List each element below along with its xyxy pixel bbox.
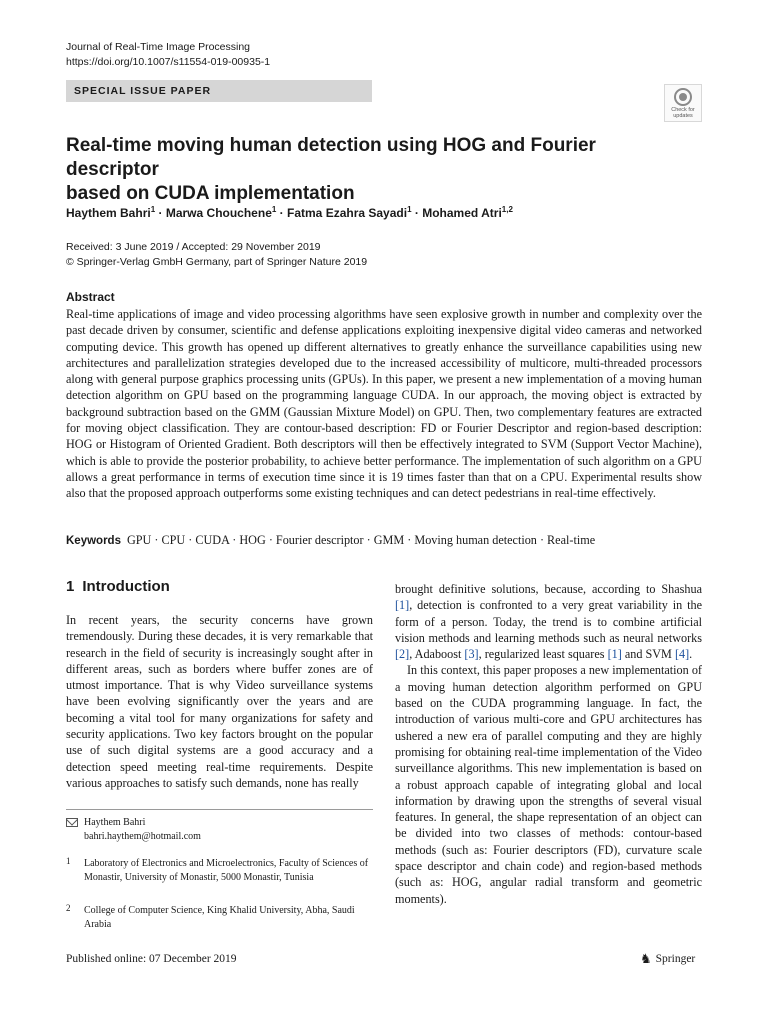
author-name[interactable]: Mohamed Atri <box>422 206 502 220</box>
affiliation-mark: 2 <box>66 903 71 913</box>
keywords <box>66 533 706 548</box>
title-line2: based on CUDA implementation <box>66 183 355 204</box>
author-separator: · <box>158 206 163 220</box>
author-affiliation: 1 <box>407 205 412 214</box>
footnote-divider <box>66 809 373 810</box>
citation-link[interactable]: [1] <box>395 598 410 613</box>
section-heading <box>66 578 170 595</box>
author-affiliation: 1 <box>150 205 156 214</box>
envelope-icon <box>66 818 78 827</box>
publication-dates <box>66 240 367 270</box>
section-title: Introduction <box>82 578 170 595</box>
publisher-name: Springer <box>655 953 696 965</box>
received-accepted: Received: 3 June 2019 / Accepted: 29 November 2019 <box>66 241 321 253</box>
contact-name: Haythem Bahri <box>84 817 146 828</box>
author-separator: · <box>279 206 284 220</box>
text-run: , detection is confronted to a very great variability in the form of a person. Today, the trend is to combine artificial vision methods and learning methods such as neural networks <box>395 598 702 645</box>
keywords-list: GPU · CPU · CUDA · HOG · Fourier descriptor · GMM · Moving human detection · Real-time <box>126 533 596 547</box>
text-run: and SVM <box>621 647 675 662</box>
check-updates-icon <box>674 88 692 106</box>
keywords-label: Keywords <box>66 535 121 547</box>
check-for-updates-badge[interactable] <box>664 84 702 122</box>
text-run: brought definitive solutions, because, according to Shashua <box>395 582 702 596</box>
badge-line1: Check for <box>671 107 695 113</box>
body-column-right <box>395 581 702 907</box>
citation-link[interactable]: [2] <box>395 647 410 662</box>
citation-link[interactable]: [3] <box>464 647 479 662</box>
intro-paragraph-1: In recent years, the security concerns have grown tremendously. During these decades, it is very remarkable that research in the field of security is increasingly sought after in different areas, such as borders where buffer zones are of utmost importance. That is why Video surveillance systems have been evolving significantly over the years and are becoming a vital tool for many organizations for safety and security applications. Two key factors brought on the popular use of such digital systems are a good accuracy and a detection speed meeting real-time requirements. Despite various approaches to satisfy such demands, none has really <box>66 613 373 790</box>
copyright-line: © Springer-Verlag GmbH Germany, part of Springer Nature 2019 <box>66 256 368 268</box>
abstract-heading: Abstract <box>66 290 115 304</box>
author-list <box>66 201 706 222</box>
corresponding-author <box>84 816 374 843</box>
section-number: 1 <box>66 578 75 595</box>
citation-link[interactable]: [4] <box>674 647 690 662</box>
author-name[interactable]: Marwa Chouchene <box>165 206 272 220</box>
intro-paragraph-2 <box>395 581 702 662</box>
journal-header <box>66 40 270 70</box>
author-name[interactable]: Fatma Ezahra Sayadi <box>287 206 408 220</box>
affiliation-1: Laboratory of Electronics and Microelectronics, Faculty of Sciences of Monastir, University of Monastir, 5000 Monastir, Tunisia <box>84 858 369 883</box>
affiliation-mark: 1 <box>66 856 71 866</box>
text-run: , regularized least squares <box>478 647 608 662</box>
author-affiliation: 1,2 <box>501 205 513 214</box>
springer-horse-icon: ♞ <box>640 951 652 966</box>
text-run: , Adaboost <box>409 647 465 662</box>
badge-line2: updates <box>673 113 693 119</box>
abstract-text: Real-time applications of image and video processing algorithms have seen explosive growth in number and complexity over the past decade driven by consumer, scientific and defense applications exploiting inexpensive digital video cameras and networked computing device. This growth has opened up different alternatives to greatly enhance the surveillance capabilities using new architectures and parallelization strategies developed due to the increased accessibility of multicore, multi-threaded processors along with general purpose graphics processing units (GPUs). In this paper, we present a new implementation of a moving human detection algorithm on GPU based on the programming language CUDA. In our approach, the moving object is extracted by background subtraction based on the GMM (Gaussian Mixture Model) on GPU. Then, two complementary features are extracted for moving object classification. They are contour-based description: FD or Fourier Descriptor and region-based description: HOG or Histogram of Oriented Gradient. Both descriptors will then be effectively integrated to SVM (Support Vector Machine), which is able to provide the posterior probability, to achieve better performance. The implementation of such algorithm on a GPU allows a great performance in terms of execution time since it is 19 times faster than that on a CPU. Experimental results show also that the proposed approach outperforms some existing techniques and can detect pedestrians in real-time effectively. <box>66 307 702 501</box>
doi-link[interactable]: https://doi.org/10.1007/s11554-019-00935-1 <box>66 56 271 68</box>
body-column-left <box>66 612 373 791</box>
intro-paragraph-3: In this context, this paper proposes a new implementation of a moving human detection algorithm performed on GPU based on the CUDA programming language. In fact, the introduction of various multi-core and GPU architectures has ushered a new era of parallel computing and they are highly promising for obtaining real-time implementation of the Video surveillance algorithms. This new implementation is based on a robust approach capable of integrating global and local information by drawing upon the strengths of several visual features. In general, the shape representation of an object can be divided into two classes of methods: contour-based methods (such as: Fourier descriptors (FD), curvature scale space descriptor and chain code) and region-based methods (such as: HOG, angular radial transform and geometric moments). <box>395 663 702 906</box>
journal-name: Journal of Real-Time Image Processing <box>66 41 251 53</box>
affiliation-2: College of Computer Science, King Khalid University, Abha, Saudi Arabia <box>84 905 355 930</box>
text-run: . <box>689 647 693 662</box>
citation-link[interactable]: [1] <box>607 647 622 662</box>
title-line1: Real-time moving human detection using HOG and Fourier descriptor <box>66 135 596 180</box>
paper-title <box>66 134 686 206</box>
author-name[interactable]: Haythem Bahri <box>66 206 151 220</box>
special-issue-banner: SPECIAL ISSUE PAPER <box>66 80 372 102</box>
publisher-logo <box>640 951 695 967</box>
contact-email[interactable]: bahri.haythem@hotmail.com <box>84 830 201 842</box>
published-online: Published online: 07 December 2019 <box>66 953 237 965</box>
author-separator: · <box>414 206 419 220</box>
author-affiliation: 1 <box>271 205 277 214</box>
